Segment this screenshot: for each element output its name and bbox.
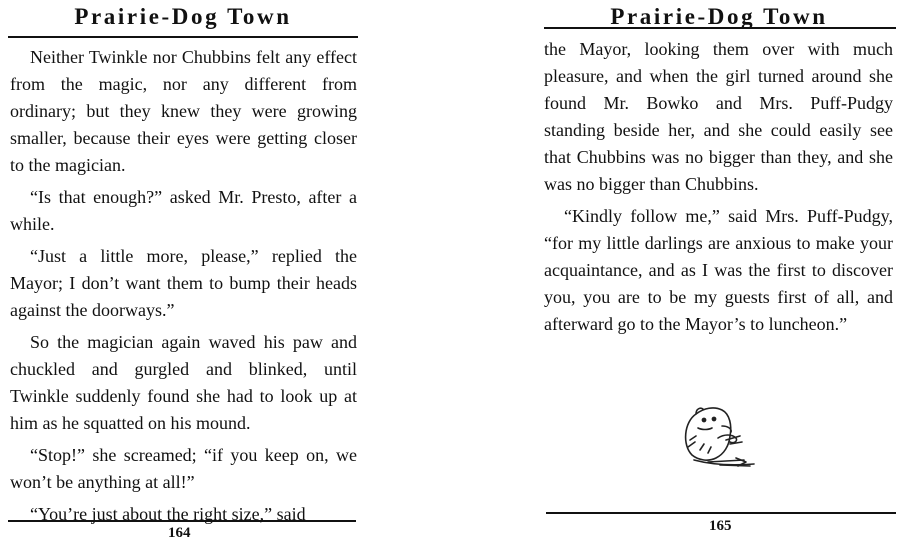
prairie-dog-illustration [674,400,760,472]
footer-rule [546,512,896,514]
header-rule [544,27,896,29]
running-head: Prairie-Dog Town [610,4,828,29]
paragraph: So the magician again waved his paw and chuckled and gurgled and blinked, until Twinkle suddenly found she had to look up at him as he squatted on his mound. [10,332,357,433]
paragraph: “Kindly follow me,” said Mrs. Puff-Pudgy, “for my little darlings are anxious to make your acquaintance, and as I was the first to discover you, you are to be my guests first of all, and afterward go to the Mayor’s to luncheon.” [544,206,893,334]
paragraph: “Is that enough?” asked Mr. Presto, after a while. [10,187,357,234]
paragraph: “You’re just about the right size,” said [30,504,306,524]
page-number: 164 [168,525,191,541]
paragraph: “Just a little more, please,” replied the Mayor; I don’t want them to bump their heads against the doorways.” [10,246,357,320]
right-page [452,0,903,544]
page-number: 165 [709,518,732,534]
paragraph: “Stop!” she screamed; “if you keep on, we won’t be anything at all!” [10,445,357,492]
paragraph: Neither Twinkle nor Chubbins felt any effect from the magic, nor any different from ordinary; but they knew they were growing smaller, because their eyes were getting closer to the magician. [10,47,357,175]
body-text [544,36,893,343]
running-head: Prairie-Dog Town [74,4,292,29]
body-text [10,44,357,533]
paragraph: the Mayor, looking them over with much pleasure, and when the girl turned around she found Mr. Bowko and Mrs. Puff-Pudgy standing beside her, and she could easily see that Chubbins was no bigger than they, and she was no bigger than Chubbins. [544,39,893,194]
footer-rule [8,520,356,522]
header-rule [8,36,358,38]
